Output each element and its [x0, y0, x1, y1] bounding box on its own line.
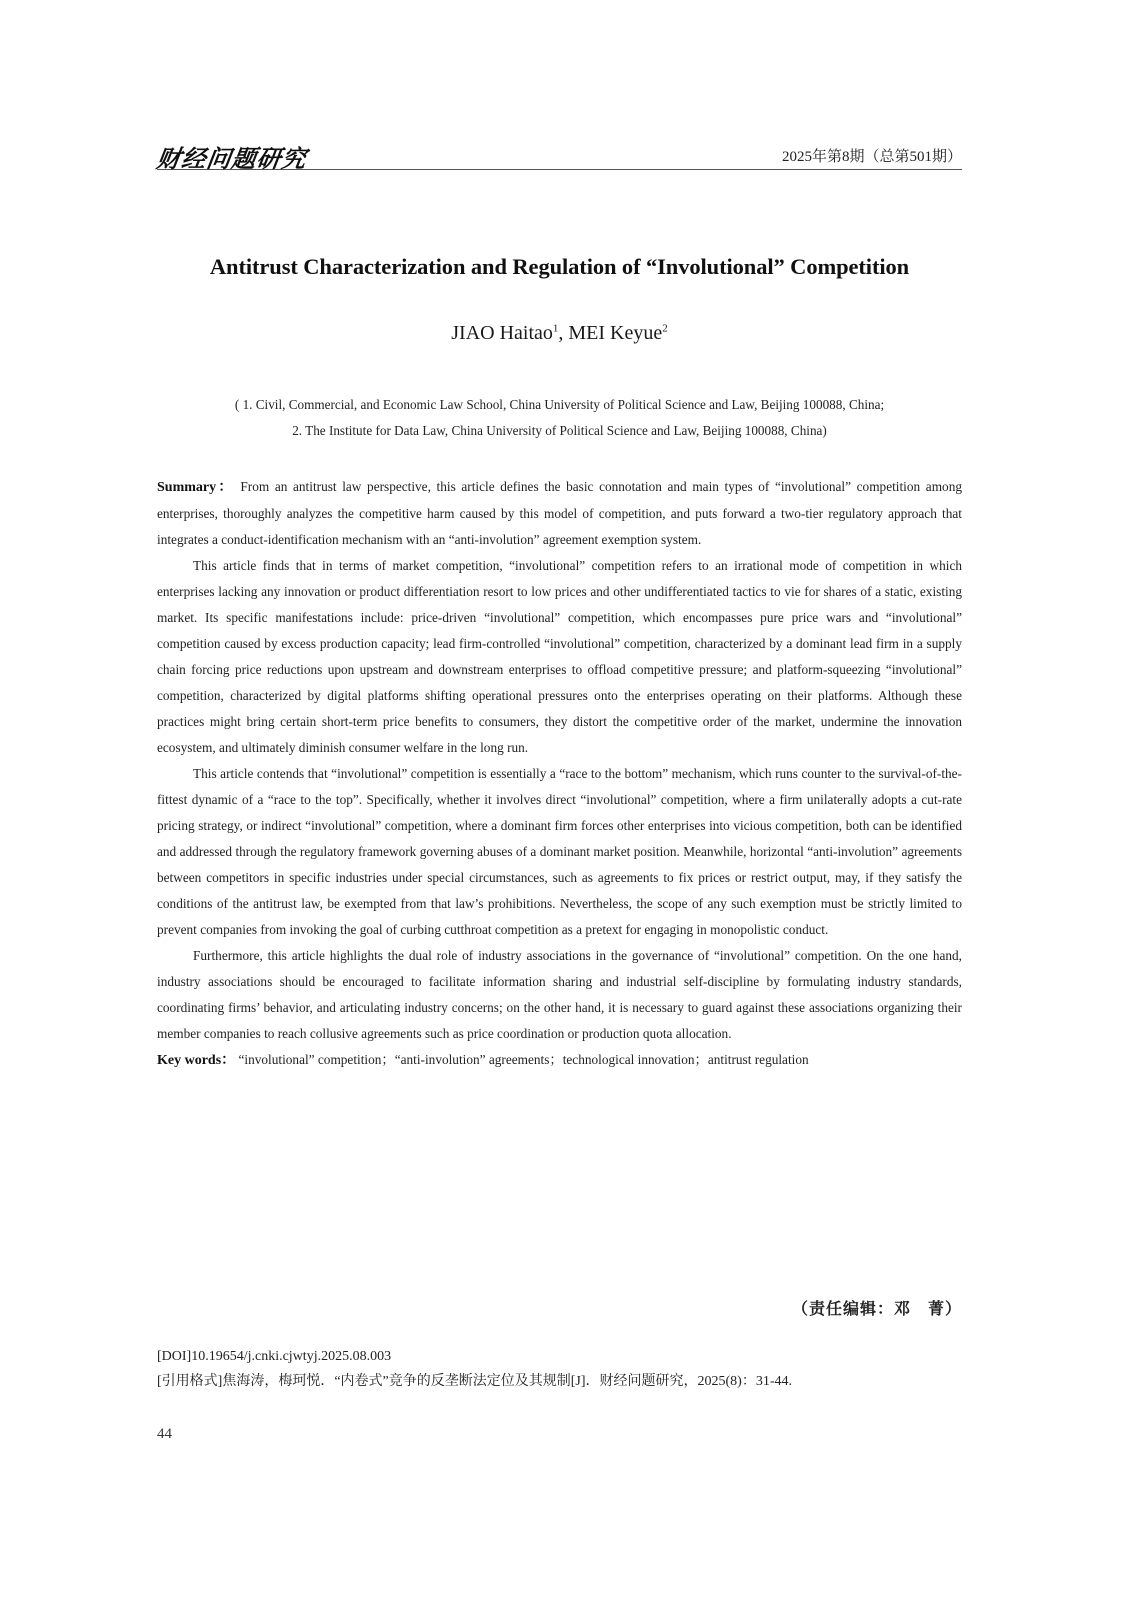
- summary-label: Summary：: [157, 480, 235, 495]
- page-number: 44: [157, 1426, 172, 1442]
- citation-format: [引用格式]焦海涛，梅珂悦．“内卷式”竞争的反垄断法定位及其规制[J]．财经问题研究，2025(8)：31-44.: [157, 1374, 793, 1389]
- article-title: Antitrust Characterization and Regulation of “Involutional” Competition: [209, 254, 910, 279]
- keywords: [157, 1047, 962, 1074]
- author-list: [157, 322, 962, 345]
- journal-logo: 财经问题研究: [154, 144, 309, 173]
- keywords-text: “involutional” competition；“anti-involution” agreements；technological innovation；antitrust regulation: [238, 1052, 809, 1067]
- responsible-editor: （责任编辑：邓 菁）: [791, 1299, 962, 1318]
- abstract-paragraph: This article finds that in terms of market competition, “involutional” competition refers to an irrational mode of competition in which enterprises lacking any innovation or product differentiation resort to low prices and other undifferentiated tactics to vie for shares of a static, existing market. Its specific manifestations include: price-driven “involutional” competition, which encompasses pure price wars and “involutional” competition caused by excess production capacity; lead firm-controlled “involutional” competition, characterized by a dominant lead firm in a supply chain forcing price reductions upon upstream and downstream enterprises to offload competitive pressure; and platform-squeezing “involutional” competition, characterized by digital platforms shifting operational pressures onto the enterprises operating on their platforms. Although these practices might bring certain short-term price benefits to consumers, they distort the competitive order of the market, undermine the innovation ecosystem, and ultimately diminish consumer welfare in the long run.: [157, 558, 962, 755]
- author-name: JIAO Haitao: [451, 322, 553, 344]
- affiliation-mark: 1: [552, 322, 559, 335]
- keywords-label: Key words：: [157, 1053, 236, 1068]
- affiliation-line: 2. The Institute for Data Law, China University of Political Science and Law, Beijing 100088, China): [292, 423, 827, 438]
- affiliation-line: ( 1. Civil, Commercial, and Economic Law School, China University of Political Science and Law, Beijing 100088, China;: [234, 397, 885, 412]
- abstract-paragraph: Furthermore, this article highlights the dual role of industry associations in the governance of “involutional” competition. On the one hand, industry associations should be encouraged to facilitate information sharing and industrial self-discipline by formulating industry standards, coordinating firms’ behavior, and articulating industry concerns; on the other hand, it is necessary to guard against these associations organizing their member companies to reach collusive agreements such as price coordination or production quota allocation.: [157, 948, 962, 1041]
- affiliation-mark: 2: [662, 322, 668, 335]
- abstract-paragraph: This article contends that “involutional” competition is essentially a “race to the bottom” mechanism, which runs counter to the survival-of-the-fittest dynamic of a “race to the top”. Specifically, whether it involves direct “involutional” competition, where a firm unilaterally adopts a cut-rate pricing strategy, or indirect “involutional” competition, where a dominant firm forces other enterprises into vicious competition, both can be identified and addressed through the regulatory framework governing abuses of a dominant market position. Meanwhile, horizontal “anti-involution” agreements between competitors in specific industries under special circumstances, such as agreements to fix prices or restrict output, may, if they satisfy the conditions of the antitrust law, be exempted from that law’s prohibitions. Nevertheless, the scope of any such exemption must be strictly limited to prevent companies from invoking the goal of curbing cutthroat competition as a pretext for engaging in monopolistic conduct.: [157, 766, 962, 937]
- running-header: [154, 137, 962, 173]
- abstract-paragraph: [157, 474, 962, 553]
- abstract-text: From an antitrust law perspective, this article defines the basic connotation and main types of “involutional” competition among enterprises, thoroughly analyzes the competitive harm caused by this model of competition, and puts forward a two-tier regulatory approach that integrates a conduct-identification mechanism with an “anti-involution” agreement exemption system.: [157, 479, 962, 547]
- doi: [DOI]10.19654/j.cnki.cjwtyj.2025.08.003: [157, 1349, 392, 1364]
- author-name: MEI Keyue: [568, 322, 663, 344]
- author-separator: ,: [558, 322, 569, 344]
- abstract: [157, 474, 962, 1074]
- issue-info: 2025年第8期（总第501期）: [781, 149, 962, 165]
- affiliations: [157, 392, 962, 444]
